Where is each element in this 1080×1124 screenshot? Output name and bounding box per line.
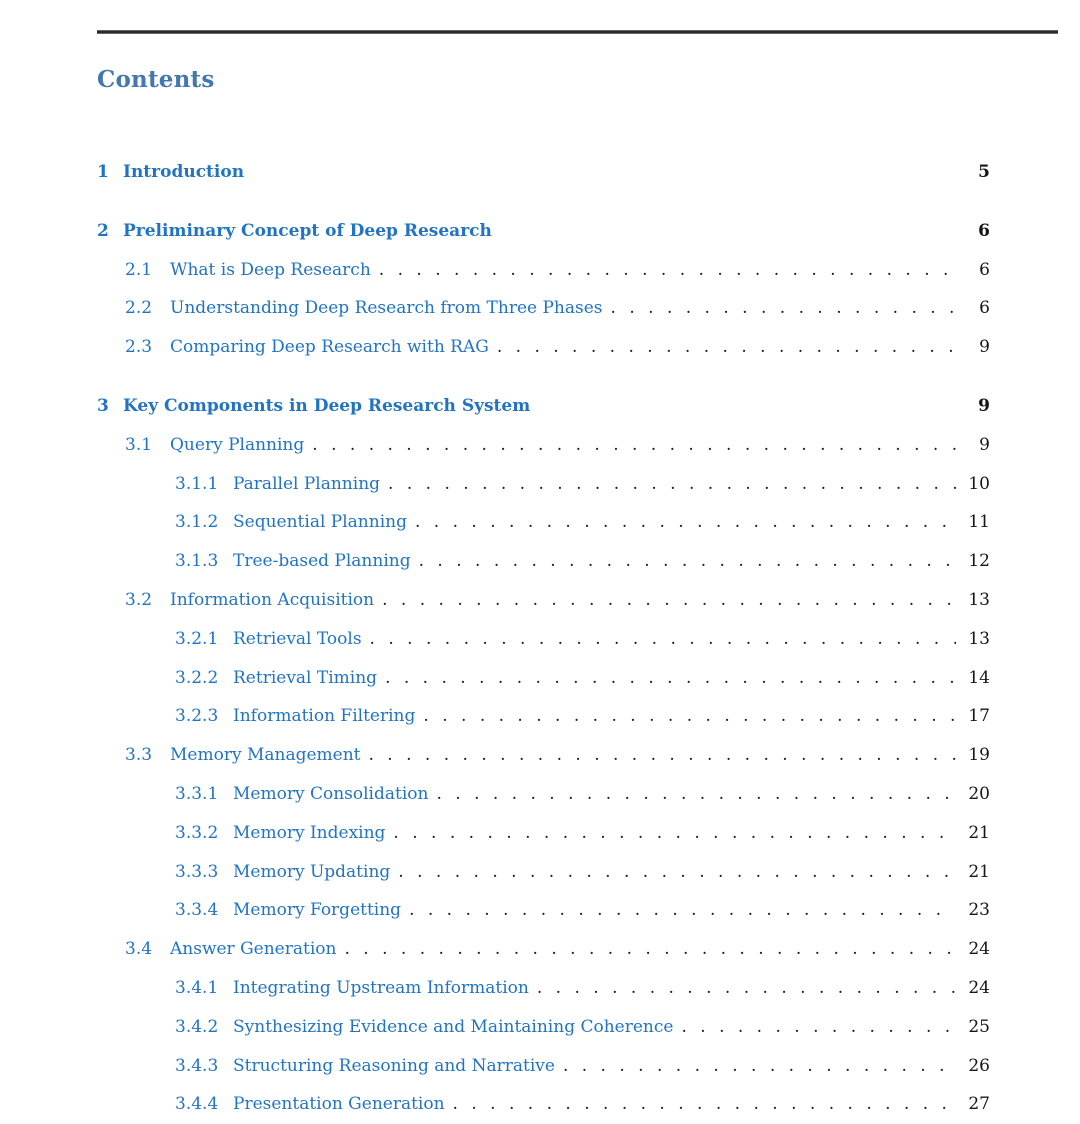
toc-entry[interactable] [97, 697, 990, 736]
toc-entry-page: 9 [978, 395, 990, 416]
toc-entry-page: 25 [968, 1016, 990, 1037]
toc-entry-number: 3.2.3 [175, 706, 219, 727]
toc-entry-title: Retrieval Timing [233, 667, 378, 688]
toc-entry-title: Information Acquisition [170, 589, 375, 610]
toc-entry-title: Parallel Planning [233, 473, 381, 494]
toc-entry-number: 3.3.1 [175, 783, 219, 804]
toc-dot-leader [428, 775, 956, 814]
toc-entry[interactable] [97, 969, 990, 1008]
toc-dot-leader [336, 930, 956, 969]
toc-entry[interactable] [97, 542, 990, 581]
toc-entry-title: Memory Forgetting [233, 900, 402, 921]
toc-dot-leader [530, 387, 956, 426]
toc-entry-title: Comparing Deep Research with RAG [170, 337, 489, 358]
toc-entry-page: 17 [968, 706, 990, 727]
toc-list [97, 133, 990, 1124]
toc-entry-title: What is Deep Research [170, 259, 371, 280]
toc-entry-title: Memory Updating [233, 861, 391, 882]
toc-entry-page: 21 [968, 861, 990, 882]
toc-entry-page: 13 [968, 628, 990, 649]
toc-entry[interactable] [97, 930, 990, 969]
toc-entry[interactable] [97, 659, 990, 698]
toc-entry-number: 2.2 [125, 298, 153, 319]
toc-entry[interactable] [97, 212, 990, 251]
toc-entry-page: 11 [968, 512, 990, 533]
toc-entry-title: Key Components in Deep Research System [123, 395, 531, 416]
toc-entry-page: 10 [968, 473, 990, 494]
toc-entry[interactable] [97, 775, 990, 814]
toc-entry[interactable] [97, 891, 990, 930]
toc-entry-title: Presentation Generation [233, 1094, 445, 1115]
toc-entry-number: 2 [97, 220, 109, 241]
toc-dot-leader [374, 581, 956, 620]
toc-dot-leader [380, 465, 956, 504]
toc-dot-leader [445, 1085, 956, 1124]
toc-entry-page: 21 [968, 822, 990, 843]
toc-entry-title: Introduction [123, 162, 245, 182]
toc-entry[interactable] [97, 1047, 990, 1086]
toc-dot-leader [411, 542, 956, 581]
toc-entry[interactable] [97, 1008, 990, 1047]
contents-heading: Contents [97, 66, 215, 93]
toc-entry[interactable] [97, 736, 990, 775]
toc-entry-page: 23 [968, 900, 990, 921]
toc-entry-title: Query Planning [170, 434, 305, 455]
toc-dot-leader [377, 659, 956, 698]
toc-entry[interactable] [97, 620, 990, 659]
toc-entry-number: 3.1.3 [175, 551, 219, 572]
toc-entry-page: 6 [979, 259, 990, 280]
toc-entry[interactable] [97, 814, 990, 853]
toc-entry[interactable] [97, 153, 990, 192]
toc-dot-leader [407, 503, 956, 542]
toc-entry-number: 3.4 [125, 939, 153, 960]
toc-entry[interactable] [97, 387, 990, 426]
toc-entry-number: 3.4.1 [175, 977, 219, 998]
toc-entry-page: 27 [968, 1094, 990, 1115]
toc-entry-title: Understanding Deep Research from Three Phases [170, 298, 603, 319]
toc-entry-title: Structuring Reasoning and Narrative [233, 1055, 555, 1076]
toc-entry-title: Answer Generation [170, 939, 337, 960]
toc-dot-leader [415, 697, 956, 736]
toc-entry[interactable] [97, 426, 990, 465]
toc-entry-page: 6 [979, 298, 990, 319]
toc-entry-number: 3.2.2 [175, 667, 219, 688]
toc-entry-number: 3.1.1 [175, 473, 219, 494]
toc-entry[interactable] [97, 465, 990, 504]
toc-dot-leader [603, 289, 956, 328]
toc-entry-title: Retrieval Tools [233, 628, 362, 649]
toc-entry-title: Tree-based Planning [233, 551, 411, 572]
toc-dot-leader [304, 426, 956, 465]
toc-dot-leader [529, 969, 956, 1008]
toc-dot-leader [362, 620, 956, 659]
toc-entry-number: 3.4.4 [175, 1094, 219, 1115]
toc-entry-title: Integrating Upstream Information [233, 977, 529, 998]
toc-entry-title: Memory Consolidation [233, 783, 429, 804]
toc-entry-page: 13 [968, 589, 990, 610]
toc-entry[interactable] [97, 328, 990, 367]
toc-entry-number: 2.3 [125, 337, 153, 358]
toc-dot-leader [385, 814, 956, 853]
toc-dot-leader [361, 736, 957, 775]
toc-entry-title: Information Filtering [233, 706, 416, 727]
toc-entry-number: 2.1 [125, 259, 153, 280]
toc-entry-number: 3.3.4 [175, 900, 219, 921]
toc-entry-page: 26 [968, 1055, 990, 1076]
toc-entry-number: 3 [97, 395, 109, 416]
toc-entry-number: 3.4.3 [175, 1055, 219, 1076]
toc-entry-number: 1 [97, 162, 109, 182]
toc-entry-page: 12 [968, 551, 990, 572]
toc-dot-leader [401, 891, 956, 930]
toc-dot-leader [390, 853, 956, 892]
toc-entry-page: 9 [979, 337, 990, 358]
toc-dot-leader [489, 328, 956, 367]
toc-entry-number: 3.3.3 [175, 861, 219, 882]
toc-entry-page: 19 [968, 745, 990, 766]
toc-entry-page: 6 [978, 220, 990, 241]
toc-entry-page: 24 [968, 977, 990, 998]
toc-entry-page: 14 [968, 667, 990, 688]
toc-entry-page: 5 [978, 162, 990, 182]
toc-entry-title: Sequential Planning [233, 512, 407, 533]
toc-entry-number: 3.3 [125, 745, 153, 766]
toc-entry-number: 3.4.2 [175, 1016, 219, 1037]
toc-entry[interactable] [97, 581, 990, 620]
toc-entry-number: 3.3.2 [175, 822, 219, 843]
toc-dot-leader [555, 1047, 956, 1086]
toc-entry-title: Memory Indexing [233, 822, 386, 843]
toc-entry-title: Synthesizing Evidence and Maintaining Coherence [233, 1016, 674, 1037]
toc-entry-title: Preliminary Concept of Deep Research [123, 220, 492, 241]
toc-dot-leader [492, 212, 956, 251]
toc-entry[interactable] [97, 853, 990, 892]
toc-entry-number: 3.1 [125, 434, 153, 455]
toc-entry-number: 3.1.2 [175, 512, 219, 533]
toc-entry-number: 3.2.1 [175, 628, 219, 649]
toc-entry[interactable] [97, 289, 990, 328]
toc-entry-number: 3.2 [125, 589, 153, 610]
toc-entry[interactable] [97, 251, 990, 290]
header-rule [97, 30, 1058, 34]
toc-entry-title: Memory Management [170, 745, 361, 766]
toc-entry-page: 20 [968, 783, 990, 804]
toc-entry-page: 9 [979, 434, 990, 455]
toc-dot-leader [371, 251, 956, 290]
toc-entry[interactable] [97, 1085, 990, 1124]
toc-dot-leader [673, 1008, 956, 1047]
toc-dot-leader [244, 153, 956, 192]
toc-entry-page: 24 [968, 939, 990, 960]
toc-entry[interactable] [97, 503, 990, 542]
